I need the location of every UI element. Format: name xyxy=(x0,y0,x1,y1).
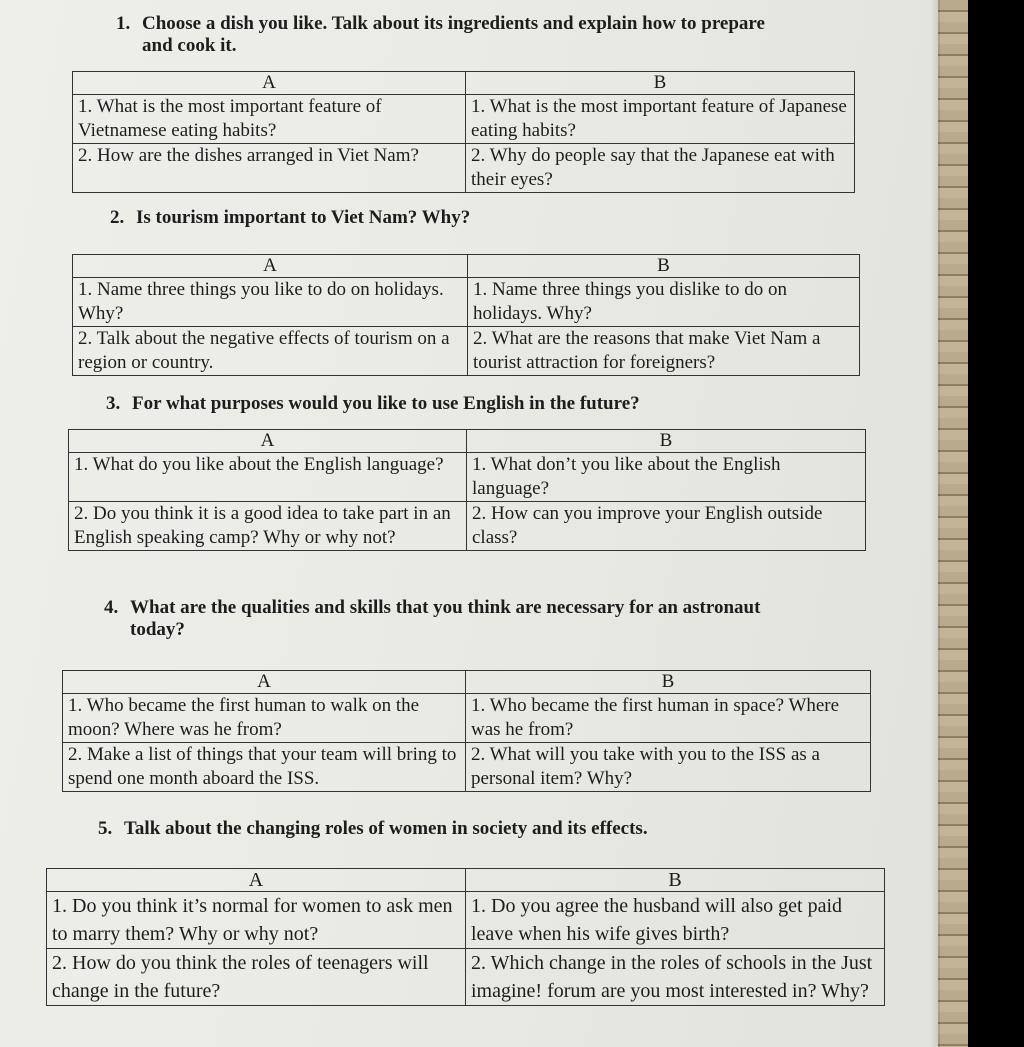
question-1-title-line-2: and cook it. xyxy=(142,35,237,56)
table-4-header-a: A xyxy=(63,671,466,694)
table-4-header-row xyxy=(63,671,871,694)
table-1-header-b: B xyxy=(466,72,855,95)
question-3-title: For what purposes would you like to use English in the future? xyxy=(132,393,640,414)
table-4-row xyxy=(63,743,871,792)
paper-shadow-edge xyxy=(930,0,940,1047)
table-1-row xyxy=(73,95,855,144)
question-4-number: 4. xyxy=(104,597,119,618)
question-3-heading xyxy=(106,393,640,415)
table-5-cell-a2: 2. How do you think the roles of teenagers will change in the future? xyxy=(47,949,466,1006)
table-3-header-a: A xyxy=(69,430,467,453)
table-5-header-row xyxy=(47,869,885,892)
table-2 xyxy=(72,254,860,376)
question-3-number: 3. xyxy=(106,393,121,414)
table-2-header-a: A xyxy=(73,255,468,278)
question-4-title-line-2: today? xyxy=(130,619,185,640)
table-5 xyxy=(46,868,885,1006)
table-5-cell-a1: 1. Do you think it’s normal for women to ask men to marry them? Why or why not? xyxy=(47,892,466,949)
question-5-number: 5. xyxy=(98,818,113,839)
table-3-row xyxy=(69,453,866,502)
table-2-row xyxy=(73,327,860,376)
table-2-cell-b2: 2. What are the reasons that make Viet Nam a tourist attraction for foreigners? xyxy=(468,327,860,376)
table-2-header-row xyxy=(73,255,860,278)
table-4-row xyxy=(63,694,871,743)
question-4-title-line-1: What are the qualities and skills that you think are necessary for an astronaut xyxy=(130,597,761,618)
table-1-cell-b2: 2. Why do people say that the Japanese eat with their eyes? xyxy=(466,144,855,193)
table-3-header-b: B xyxy=(467,430,866,453)
table-1 xyxy=(72,71,855,193)
table-3-row xyxy=(69,502,866,551)
table-4-cell-a2: 2. Make a list of things that your team will bring to spend one month aboard the ISS. xyxy=(63,743,466,792)
table-1-cell-a1: 1. What is the most important feature of Vietnamese eating habits? xyxy=(73,95,466,144)
question-1-heading xyxy=(116,13,765,57)
table-5-cell-b2: 2. Which change in the roles of schools in the Just imagine! forum are you most interested in? Why? xyxy=(466,949,885,1006)
question-1-number: 1. xyxy=(116,13,131,34)
table-5-cell-b1: 1. Do you agree the husband will also get paid leave when his wife gives birth? xyxy=(466,892,885,949)
table-4-header-b: B xyxy=(466,671,871,694)
table-3-cell-a2: 2. Do you think it is a good idea to take part in an English speaking camp? Why or why not? xyxy=(69,502,467,551)
question-2-title: Is tourism important to Viet Nam? Why? xyxy=(136,207,471,228)
question-1-title-line-1: Choose a dish you like. Talk about its ingredients and explain how to prepare xyxy=(142,13,765,34)
table-1-header-row xyxy=(73,72,855,95)
table-5-header-a: A xyxy=(47,869,466,892)
table-2-cell-b1: 1. Name three things you dislike to do on holidays. Why? xyxy=(468,278,860,327)
table-4-cell-a1: 1. Who became the first human to walk on the moon? Where was he from? xyxy=(63,694,466,743)
table-5-header-b: B xyxy=(466,869,885,892)
table-1-header-a: A xyxy=(73,72,466,95)
table-1-cell-a2: 2. How are the dishes arranged in Viet Nam? xyxy=(73,144,466,193)
table-1-cell-b1: 1. What is the most important feature of Japanese eating habits? xyxy=(466,95,855,144)
question-5-heading xyxy=(98,818,648,840)
question-2-heading xyxy=(110,207,470,229)
table-3 xyxy=(68,429,866,551)
wooden-surface xyxy=(938,0,968,1047)
table-2-row xyxy=(73,278,860,327)
question-2-number: 2. xyxy=(110,207,125,228)
question-4-heading xyxy=(104,597,760,641)
table-4-cell-b1: 1. Who became the first human in space? Where was he from? xyxy=(466,694,871,743)
table-1-row xyxy=(73,144,855,193)
table-4 xyxy=(62,670,871,792)
table-5-row xyxy=(47,892,885,949)
table-5-row xyxy=(47,949,885,1006)
table-2-cell-a2: 2. Talk about the negative effects of tourism on a region or country. xyxy=(73,327,468,376)
table-2-cell-a1: 1. Name three things you like to do on holidays. Why? xyxy=(73,278,468,327)
table-3-header-row xyxy=(69,430,866,453)
table-3-cell-b2: 2. How can you improve your English outside class? xyxy=(467,502,866,551)
table-3-cell-b1: 1. What don’t you like about the English language? xyxy=(467,453,866,502)
table-4-cell-b2: 2. What will you take with you to the ISS as a personal item? Why? xyxy=(466,743,871,792)
question-5-title: Talk about the changing roles of women in society and its effects. xyxy=(124,818,648,839)
table-3-cell-a1: 1. What do you like about the English language? xyxy=(69,453,467,502)
table-2-header-b: B xyxy=(468,255,860,278)
